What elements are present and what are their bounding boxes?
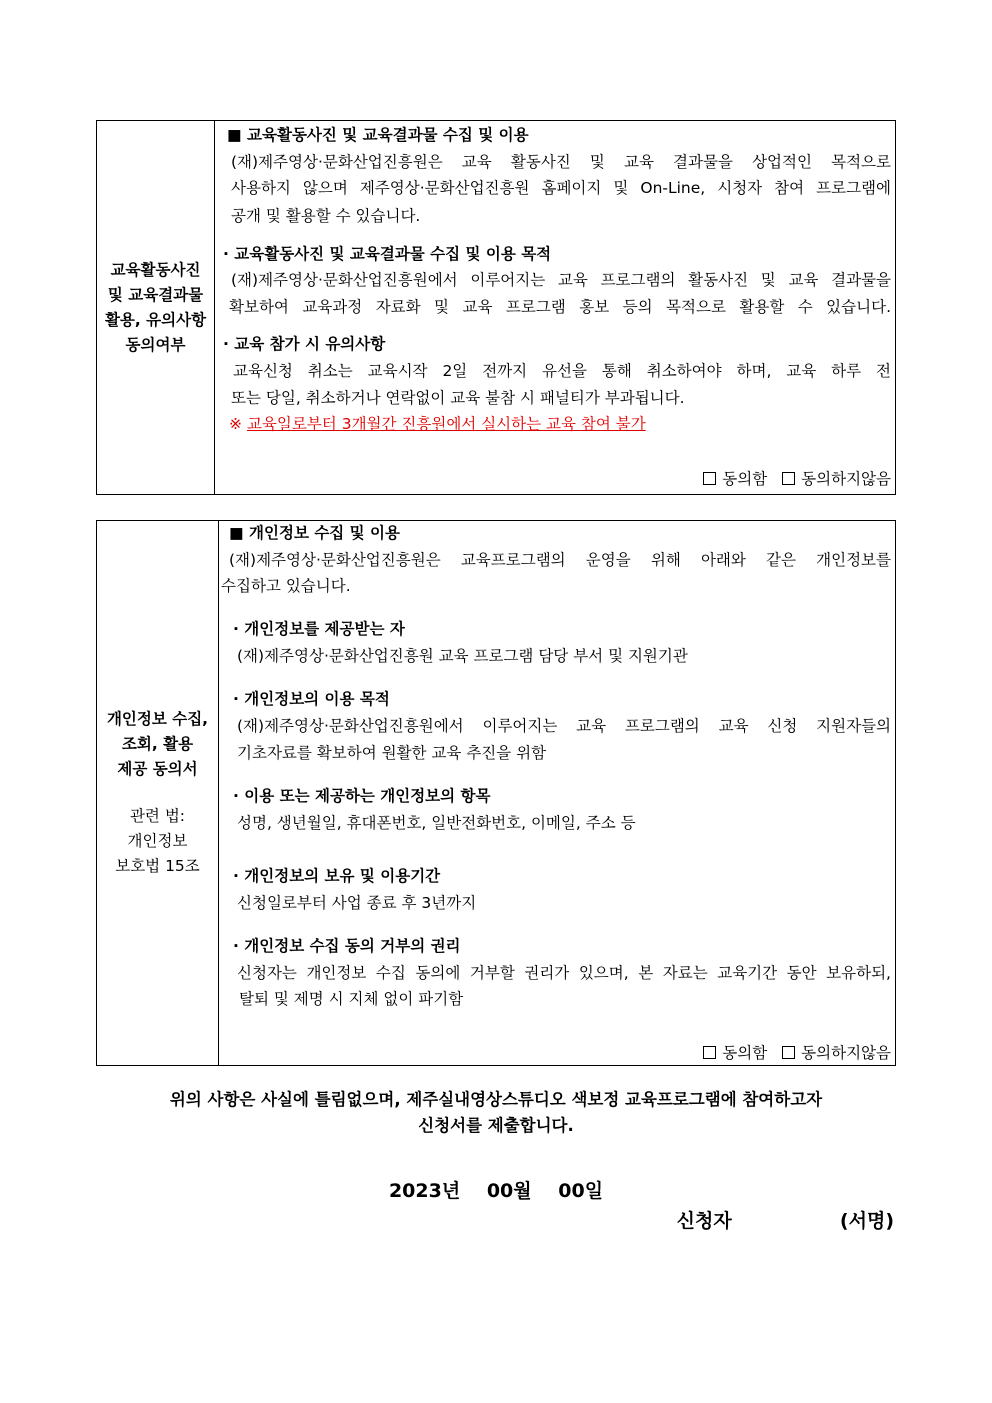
privacy-consent-label (97, 521, 219, 1065)
warning-mark: ※ (229, 415, 242, 433)
date-year: 2023년 (388, 1180, 461, 1202)
signature-field[interactable]: (서명) (839, 1210, 894, 1232)
warning-line (229, 413, 891, 435)
law-reference-line: 개인정보 (127, 832, 188, 850)
recipient-heading: · 개인정보를 제공받는 자 (233, 620, 405, 638)
paragraph-line: 사용하지 않으며 제주영상·문화산업진흥원 홈페이지 및 On-Line, 시청자 참여 프로그램에 (231, 179, 891, 197)
photo-consent-content (215, 121, 895, 494)
items-text: 성명, 생년월일, 휴대폰번호, 일반전화번호, 이메일, 주소 등 (237, 814, 636, 832)
agree-label: 동의함 (722, 470, 768, 488)
privacy-consent-table (96, 520, 896, 1066)
agree-checkbox[interactable] (703, 472, 716, 485)
section-heading: ■ 교육활동사진 및 교육결과물 수집 및 이용 (227, 126, 529, 144)
agree-label: 동의함 (722, 1044, 768, 1062)
paragraph-line: 또는 당일, 취소하거나 연락없이 교육 불참 시 패널티가 부과됩니다. (231, 389, 685, 407)
section-heading: ■ 개인정보 수집 및 이용 (229, 524, 400, 542)
label-line: 제공 동의서 (117, 760, 198, 778)
disagree-label: 동의하지않음 (801, 470, 891, 488)
date-day: 00일 (558, 1180, 604, 1202)
signature-line (677, 1206, 894, 1233)
paragraph-line: (재)제주영상·문화산업진흥원에서 이루어지는 교육 프로그램의 활동사진 및 교육 결과물을 (231, 271, 891, 289)
label-line: 및 교육결과물 (107, 285, 204, 304)
refusal-text: 신청자는 개인정보 수집 동의에 거부할 권리가 있으며, 본 자료는 교육기간 동안 보유하되, (237, 964, 891, 982)
refusal-heading: · 개인정보 수집 동의 거부의 권리 (233, 937, 461, 955)
purpose-text: (재)제주영상·문화산업진흥원에서 이루어지는 교육 프로그램의 교육 신청 지원자들의 (237, 717, 892, 735)
date-month: 00월 (486, 1180, 532, 1202)
period-heading: · 개인정보의 보유 및 이용기간 (233, 867, 441, 885)
photo-consent-table (96, 120, 896, 495)
paragraph-line: (재)제주영상·문화산업진흥원은 교육프로그램의 운영을 위해 아래와 같은 개인정보를 (229, 551, 891, 569)
refusal-text: 탈퇴 및 제명 시 지체 없이 파기함 (239, 990, 464, 1008)
privacy-consent-content (219, 521, 895, 1065)
purpose-text: 기초자료를 확보하여 원활한 교육 추진을 위함 (237, 744, 547, 762)
period-text: 신청일로부터 사업 종료 후 3년까지 (237, 894, 477, 912)
label-line: 교육활동사진 (110, 260, 201, 279)
purpose-heading: · 교육활동사진 및 교육결과물 수집 및 이용 목적 (223, 245, 552, 263)
paragraph-line: 확보하여 교육과정 자료화 및 교육 프로그램 홍보 등의 목적으로 활용할 수 있습니다. (229, 298, 891, 316)
consent-options (703, 1042, 891, 1064)
items-heading: · 이용 또는 제공하는 개인정보의 항목 (233, 787, 491, 805)
law-reference-line: 관련 법: (129, 807, 186, 825)
paragraph-line: 공개 및 활용할 수 있습니다. (231, 207, 421, 225)
paragraph-line: (재)제주영상·문화산업진흥원은 교육 활동사진 및 교육 결과물을 상업적인 목적으로 (231, 153, 891, 171)
consent-options (703, 468, 891, 490)
closing-statement-line: 신청서를 제출합니다. (418, 1116, 574, 1135)
law-reference-line: 보호법 15조 (115, 857, 200, 875)
purpose-heading: · 개인정보의 이용 목적 (233, 690, 390, 708)
applicant-label: 신청자 (676, 1210, 732, 1232)
label-line: 조회, 활용 (121, 735, 194, 753)
label-line: 동의여부 (125, 335, 186, 354)
paragraph-line: 교육신청 취소는 교육시작 2일 전까지 유선을 통해 취소하여야 하며, 교육 하루 전 (233, 362, 891, 380)
disagree-label: 동의하지않음 (801, 1044, 891, 1062)
closing-statement-line: 위의 사항은 사실에 틀림없으며, 제주실내영상스튜디오 색보정 교육프로그램에 참여하고자 (169, 1090, 823, 1109)
application-date (0, 1176, 992, 1203)
paragraph-line: 수집하고 있습니다. (221, 577, 351, 595)
label-line: 활용, 유의사항 (104, 310, 207, 329)
label-line: 개인정보 수집, (106, 710, 209, 728)
recipient-text: (재)제주영상·문화산업진흥원 교육 프로그램 담당 부서 및 지원기관 (237, 647, 688, 665)
notice-heading: · 교육 참가 시 유의사항 (223, 335, 386, 353)
photo-consent-label (97, 121, 215, 494)
warning-text: 교육일로부터 3개월간 진흥원에서 실시하는 교육 참여 불가 (246, 415, 646, 433)
disagree-checkbox[interactable] (782, 472, 795, 485)
agree-checkbox[interactable] (703, 1046, 716, 1059)
disagree-checkbox[interactable] (782, 1046, 795, 1059)
